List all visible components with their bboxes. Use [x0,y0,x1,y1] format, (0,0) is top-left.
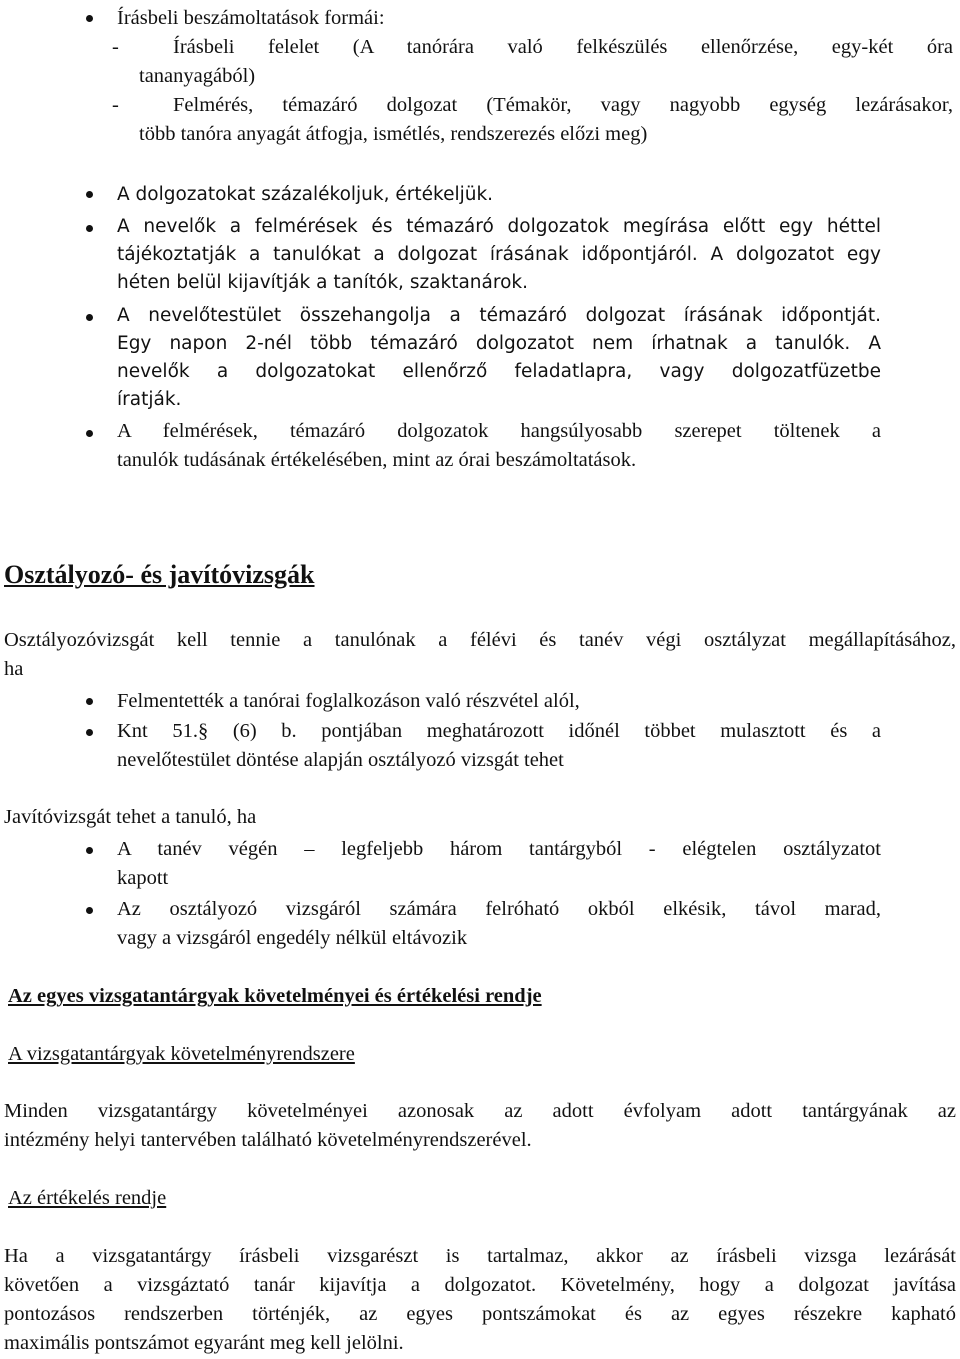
subsection-heading: Az egyes vizsgatantárgyak követelményei és értékelési rendje [8,985,542,1007]
subsection-title: A vizsgatantárgyak követelményrendszere [8,1043,355,1065]
bullet-icon [86,191,93,198]
list-item: Egy napon 2-nél több témazáró dolgozatot nem írhatnak a tanulók. A [117,333,881,354]
bullet-icon [86,430,93,437]
paragraph: Osztályozóvizsgát kell tennie a tanulónak a félévi és tanév végi osztályzat megállapításához, [4,629,956,651]
bullet-icon [86,225,93,232]
bullet-icon [86,847,93,854]
paragraph: ha [4,658,24,680]
list-item: Felmérés, témazáró dolgozat (Témakör, vagy nagyobb egység lezárásakor, [173,94,953,116]
list-item: több tanóra anyagát átfogja, ismétlés, rendszerezés előzi meg) [139,123,648,145]
list-item: A dolgozatokat százalékoljuk, értékeljük. [117,184,494,205]
paragraph: Minden vizsgatantárgy követelményei azonosak az adott évfolyam adott tantárgyának az [4,1100,956,1122]
bullet-icon [86,698,93,705]
paragraph: Ha a vizsgatantárgy írásbeli vizsgarészt is tartalmaz, akkor az írásbeli vizsga lezárását [4,1245,956,1267]
list-item: íratják. [117,389,182,410]
section-heading: Osztályozó- és javítóvizsgák [4,560,315,589]
list-item: Írásbeli beszámoltatások formái: [117,7,385,29]
list-item: kapott [117,867,169,889]
list-item: Az osztályozó vizsgáról számára felróható okból elkésik, távol marad, [117,898,881,920]
list-item: nevelők a dolgozatokat ellenőrző feladatlapra, vagy dolgozatfüzetbe [117,361,881,382]
subsection-title: Az értékelés rendje [8,1187,167,1209]
list-item: A tanév végén – legfeljebb három tantárgyból - elégtelen osztályzatot [117,838,881,860]
paragraph: követően a vizsgáztató tanár kijavítja a dolgozatot. Követelmény, hogy a dolgozat javítása [4,1274,956,1296]
paragraph: pontozásos rendszerben történjék, az egyes pontszámokat és az egyes részekre kapható [4,1303,956,1325]
paragraph: intézmény helyi tantervében található követelményrendszerével. [4,1129,532,1151]
list-item: tananyagából) [139,65,256,87]
list-item: tájékoztatják a tanulókat a dolgozat írásának időpontjáról. A dolgozatot egy [117,244,881,265]
list-item: vagy a vizsgáról engedély nélkül eltávozik [117,927,468,949]
list-item: héten belül kijavítják a tanítók, szaktanárok. [117,272,528,293]
bullet-icon [86,907,93,914]
list-item: A felmérések, témazáró dolgozatok hangsúlyosabb szerepet töltenek a [117,420,881,442]
list-item: tanulók tudásának értékelésében, mint az órai beszámoltatások. [117,449,637,471]
list-item: A nevelők a felmérések és témazáró dolgozatok megírása előtt egy héttel [117,216,881,237]
list-item: Írásbeli felelet (A tanórára való felkészülés ellenőrzése, egy-két óra [173,36,953,58]
paragraph: Javítóvizsgát tehet a tanuló, ha [4,806,257,828]
bullet-icon [86,15,93,22]
list-item: Felmentették a tanórai foglalkozáson való részvétel alól, [117,690,580,712]
paragraph: maximális pontszámot egyaránt meg kell jelölni. [4,1332,404,1354]
bullet-icon [86,729,93,736]
bullet-icon [86,314,93,321]
list-item: A nevelőtestület összehangolja a témazáró dolgozat írásának időpontját. [117,305,881,326]
list-item: nevelőtestület döntése alapján osztályozó vizsgát tehet [117,749,564,771]
list-item: Knt 51.§ (6) b. pontjában meghatározott időnél többet mulasztott és a [117,720,881,742]
dash-marker: - [112,94,119,116]
dash-marker: - [112,36,119,58]
